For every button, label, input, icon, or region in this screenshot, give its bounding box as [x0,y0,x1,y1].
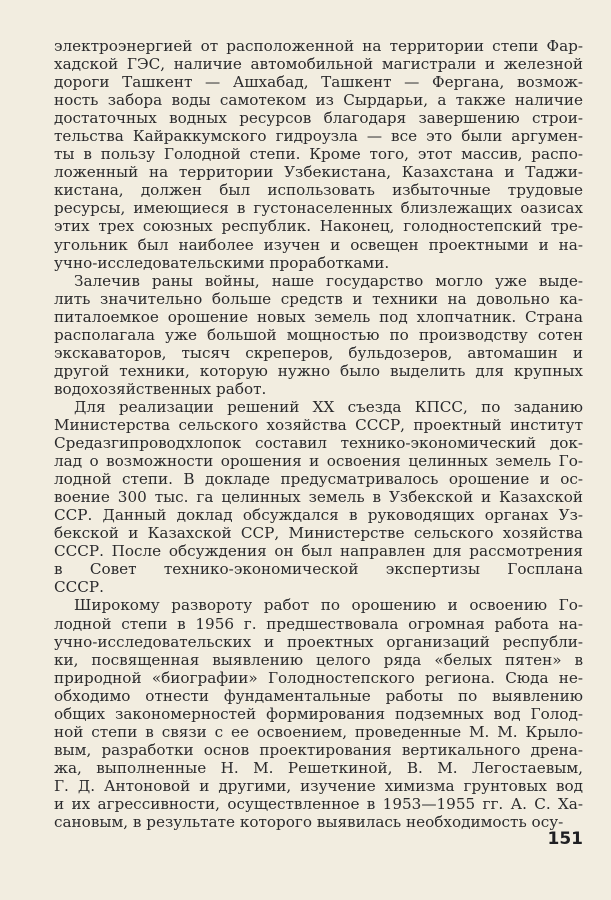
text-line: вым, разработки основ проектирования вертикального дрена- [54,740,583,759]
text-line: экскаваторов, тысяч скреперов, бульдозеров, автомашин и [54,343,583,362]
text-line: лодной степи. В докладе предусматривалось орошение и ос- [54,470,583,489]
text-line: этих трех союзных республик. Наконец, голодностепский тре- [54,217,583,236]
text-line: Для реализации решений XX съезда КПСС, по заданию [74,397,583,416]
page-number: 151 [547,829,583,849]
text-line: электроэнергией от расположенной на территории степи Фар- [54,37,583,55]
text-line: в Совет технико-экономической экспертизы Госплана [54,560,583,579]
text-line: обходимо отнести фундаментальные работы по выявлению [54,686,583,705]
text-line: общих закономерностей формирования подземных вод Голод- [54,704,583,723]
text-line: бекской и Казахской ССР, Министерстве сельского хозяйства [54,524,583,543]
text-line: угольник был наиболее изучен и освещен проектными и на- [54,235,583,254]
text-line: ты в пользу Голодной степи. Кроме того, этот массив, распо- [54,145,583,164]
text-line: кистана, должен был использовать избыточные трудовые [54,181,583,200]
text-line: Средазгипроводхлопок составил технико-экономический док- [54,434,583,453]
text-line: располагала уже большой мощностью по производству сотен [54,325,583,344]
text-line: лодной степи в 1956 г. предшествовала огромная работа на- [54,614,583,633]
text-line: дороги Ташкент — Ашхабад, Ташкент — Фергана, возмож- [54,73,583,92]
text-line: хадской ГЭС, наличие автомобильной магистрали и железной [54,55,583,74]
text-line: лить значительно больше средств и техники на довольно ка- [54,289,583,308]
paragraph [54,272,583,398]
text-line: ной степи в связи с ее освоением, проведенные М. М. Крыло- [54,722,583,741]
text-line: Г. Д. Антоновой и другими, изучение химизма грунтовых вод [54,776,583,795]
body-text [54,37,583,831]
text-line: достаточных водных ресурсов благодаря завершению строи- [54,109,583,128]
text-line: воение 300 тыс. га целинных земель в Узбекской и Казахской [54,488,583,507]
paragraph [54,596,583,831]
text-line: питалоемкое орошение новых земель под хлопчатник. Страна [54,307,583,326]
text-line: жа, выполненные Н. М. Решеткиной, В. М. Легостаевым, [54,758,583,777]
paragraph [54,398,583,597]
text-line: СССР. [54,578,104,597]
text-line: ки, посвященная выявлению целого ряда «белых пятен» в [54,650,583,669]
text-line: и их агрессивности, осуществленное в 1953—1955 гг. А. С. Ха- [54,794,583,813]
text-line: Широкому развороту работ по орошению и освоению Го- [74,596,583,615]
text-line: лад о возможности орошения и освоения целинных земель Го- [54,452,583,471]
text-line: сановым, в результате которого выявилась необходимость осу- [54,813,564,832]
text-line: природной «биографии» Голодностепского региона. Сюда не- [54,668,583,687]
text-line: водохозяйственных работ. [54,379,267,398]
text-line: ложенный на территории Узбекистана, Казахстана и Таджи- [54,163,583,182]
text-line: учно-исследовательских и проектных организаций республи- [54,632,583,651]
text-line: Залечив раны войны, наше государство могло уже выде- [74,271,583,290]
text-line: другой техники, которую нужно было выделить для крупных [54,361,583,380]
text-line: ССР. Данный доклад обсуждался в руководящих органах Уз- [54,506,583,525]
paragraph [54,37,583,272]
text-line: ность забора воды самотеком из Сырдарьи, а также наличие [54,91,583,110]
text-line: Министерства сельского хозяйства СССР, проектный институт [54,415,583,434]
text-line: учно-исследовательскими проработками. [54,253,390,272]
text-line: СССР. После обсуждения он был направлен для рассмотрения [54,542,583,561]
text-line: ресурсы, имеющиеся в густонаселенных близлежащих оазисах [54,199,583,218]
text-line: тельства Кайраккумского гидроузла — все это были аргумен- [54,127,583,146]
